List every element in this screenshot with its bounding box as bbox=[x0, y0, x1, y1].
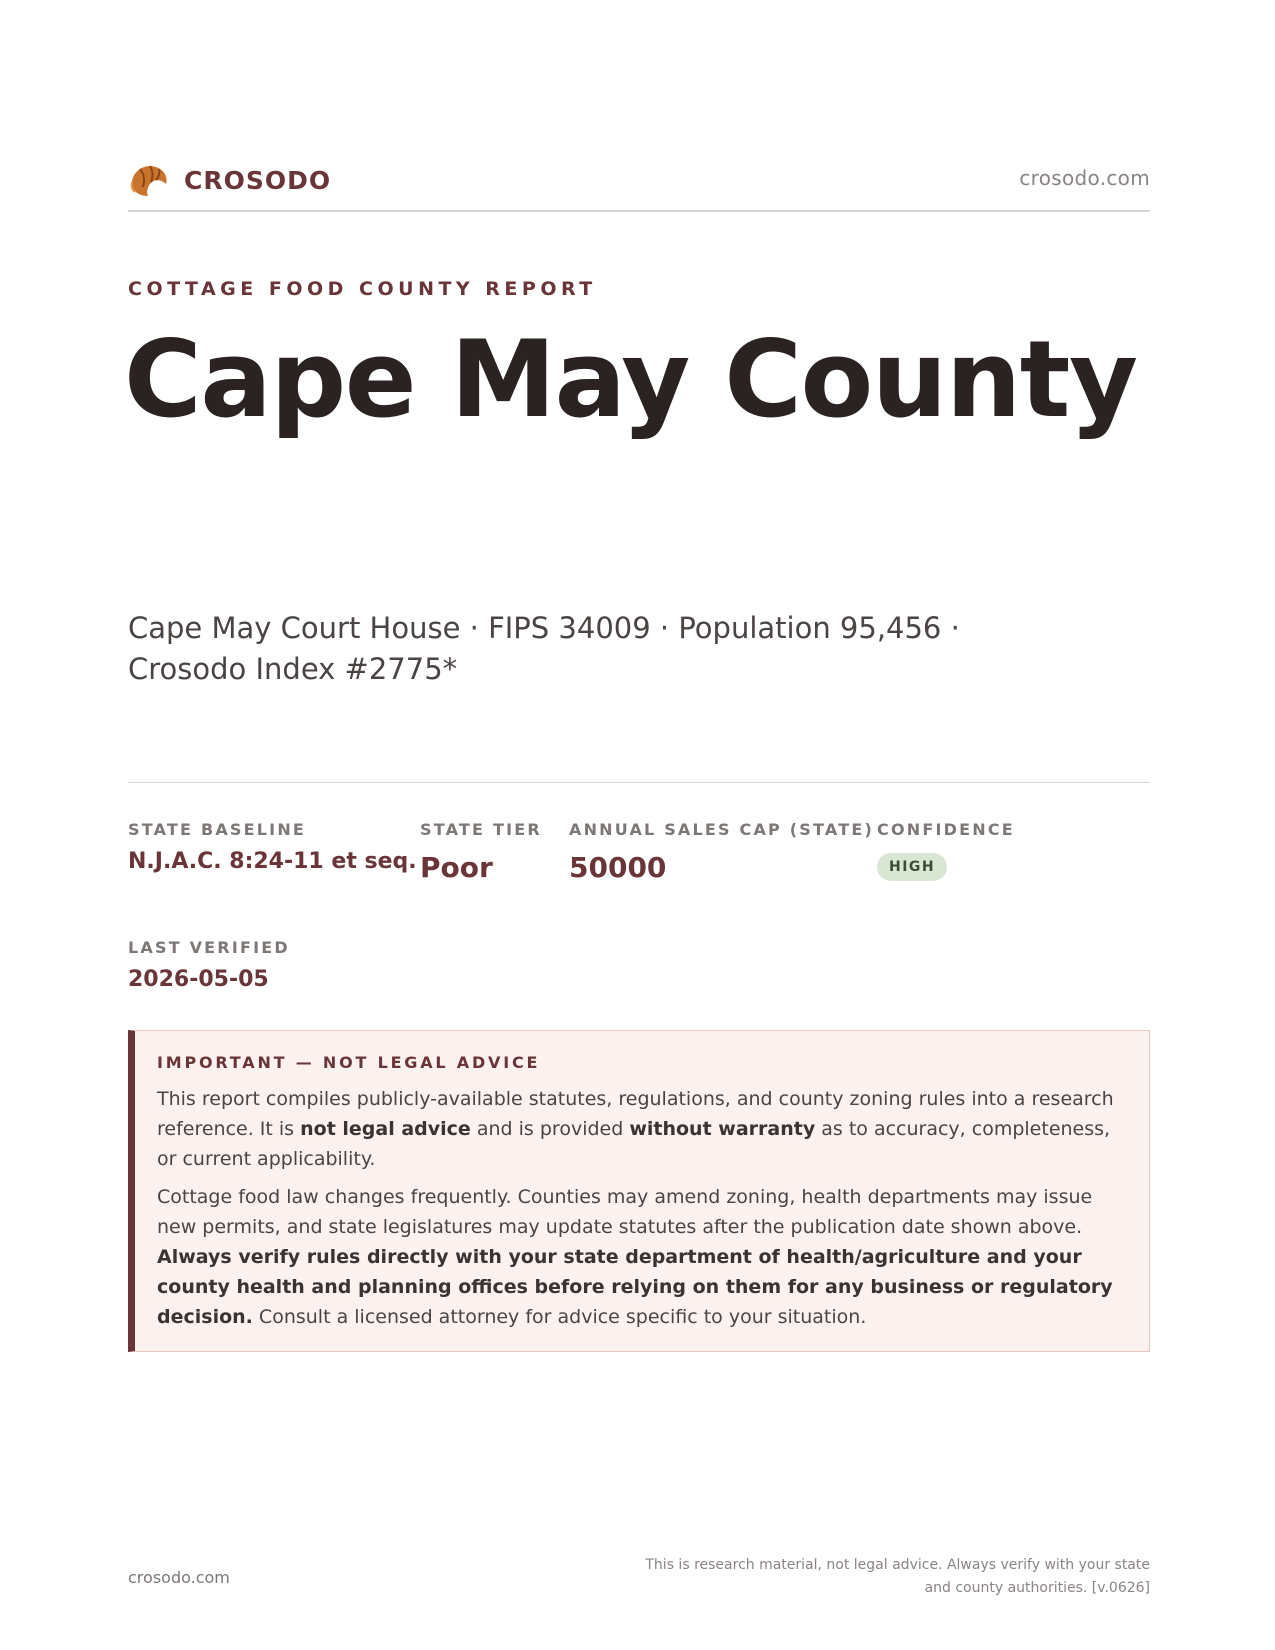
site-url-link[interactable]: crosodo.com bbox=[1019, 166, 1150, 190]
brand[interactable] bbox=[128, 158, 331, 202]
stat-label: ANNUAL SALES CAP (STATE) bbox=[569, 820, 874, 839]
notice-paragraph-1 bbox=[157, 1084, 1123, 1174]
stat-confidence bbox=[877, 820, 1015, 881]
legal-notice bbox=[128, 1030, 1150, 1352]
notice-emphasis: Always verify rules directly with your state department of health/agriculture and your county health and planning offices before relying on them for any business or regulatory decision. bbox=[157, 1246, 1113, 1328]
notice-emphasis: not legal advice bbox=[300, 1118, 471, 1140]
stat-label: STATE BASELINE bbox=[128, 820, 307, 839]
footer-disclaimer-line-2: and county authorities. [v.0626] bbox=[924, 1580, 1150, 1596]
footer-disclaimer-line-1: This is research material, not legal advice. Always verify with your state bbox=[645, 1557, 1150, 1573]
subtitle-line-2: Crosodo Index #2775* bbox=[128, 652, 458, 686]
stat-state-baseline bbox=[128, 820, 417, 874]
notice-text: and is provided bbox=[470, 1118, 630, 1140]
stat-label: LAST VERIFIED bbox=[128, 938, 290, 957]
report-eyebrow: COTTAGE FOOD COUNTY REPORT bbox=[128, 278, 597, 300]
notice-text: This report compiles publicly-available statutes, regulations, and county zoning rules into a research reference. It is bbox=[157, 1088, 1114, 1140]
stat-annual-sales-cap bbox=[569, 820, 874, 884]
notice-text: Consult a licensed attorney for advice specific to your situation. bbox=[252, 1306, 867, 1328]
notice-text: Cottage food law changes frequently. Counties may amend zoning, health departments may issue new permits, and state legislatures may update statutes after the publication date shown above. bbox=[157, 1186, 1093, 1238]
stat-label: STATE TIER bbox=[420, 820, 542, 839]
subtitle-line-1: Cape May Court House · FIPS 34009 · Population 95,456 · bbox=[128, 611, 960, 645]
stat-state-tier bbox=[420, 820, 542, 884]
page-header bbox=[128, 158, 1150, 212]
notice-emphasis: without warranty bbox=[629, 1118, 816, 1140]
report-page bbox=[124, 0, 1150, 1650]
brand-name: CROSODO bbox=[184, 165, 332, 195]
page-title: Cape May County bbox=[124, 318, 1137, 441]
stat-value: Poor bbox=[420, 851, 493, 884]
footer-site-url[interactable]: crosodo.com bbox=[128, 1568, 230, 1587]
section-divider bbox=[128, 782, 1150, 783]
stat-value: 50000 bbox=[569, 851, 667, 884]
stat-value: 2026-05-05 bbox=[128, 967, 269, 992]
confidence-badge: HIGH bbox=[877, 853, 947, 881]
stat-last-verified bbox=[128, 938, 290, 992]
county-subtitle bbox=[128, 608, 968, 690]
notice-title: IMPORTANT — NOT LEGAL ADVICE bbox=[157, 1053, 541, 1072]
notice-paragraph-2 bbox=[157, 1182, 1123, 1332]
stat-value: N.J.A.C. 8:24-11 et seq. bbox=[128, 849, 417, 874]
croissant-icon bbox=[128, 160, 170, 200]
footer-disclaimer bbox=[590, 1554, 1150, 1600]
notice-text: as to accuracy, completeness, or current applicability. bbox=[157, 1118, 1111, 1170]
stat-label: CONFIDENCE bbox=[877, 820, 1015, 839]
